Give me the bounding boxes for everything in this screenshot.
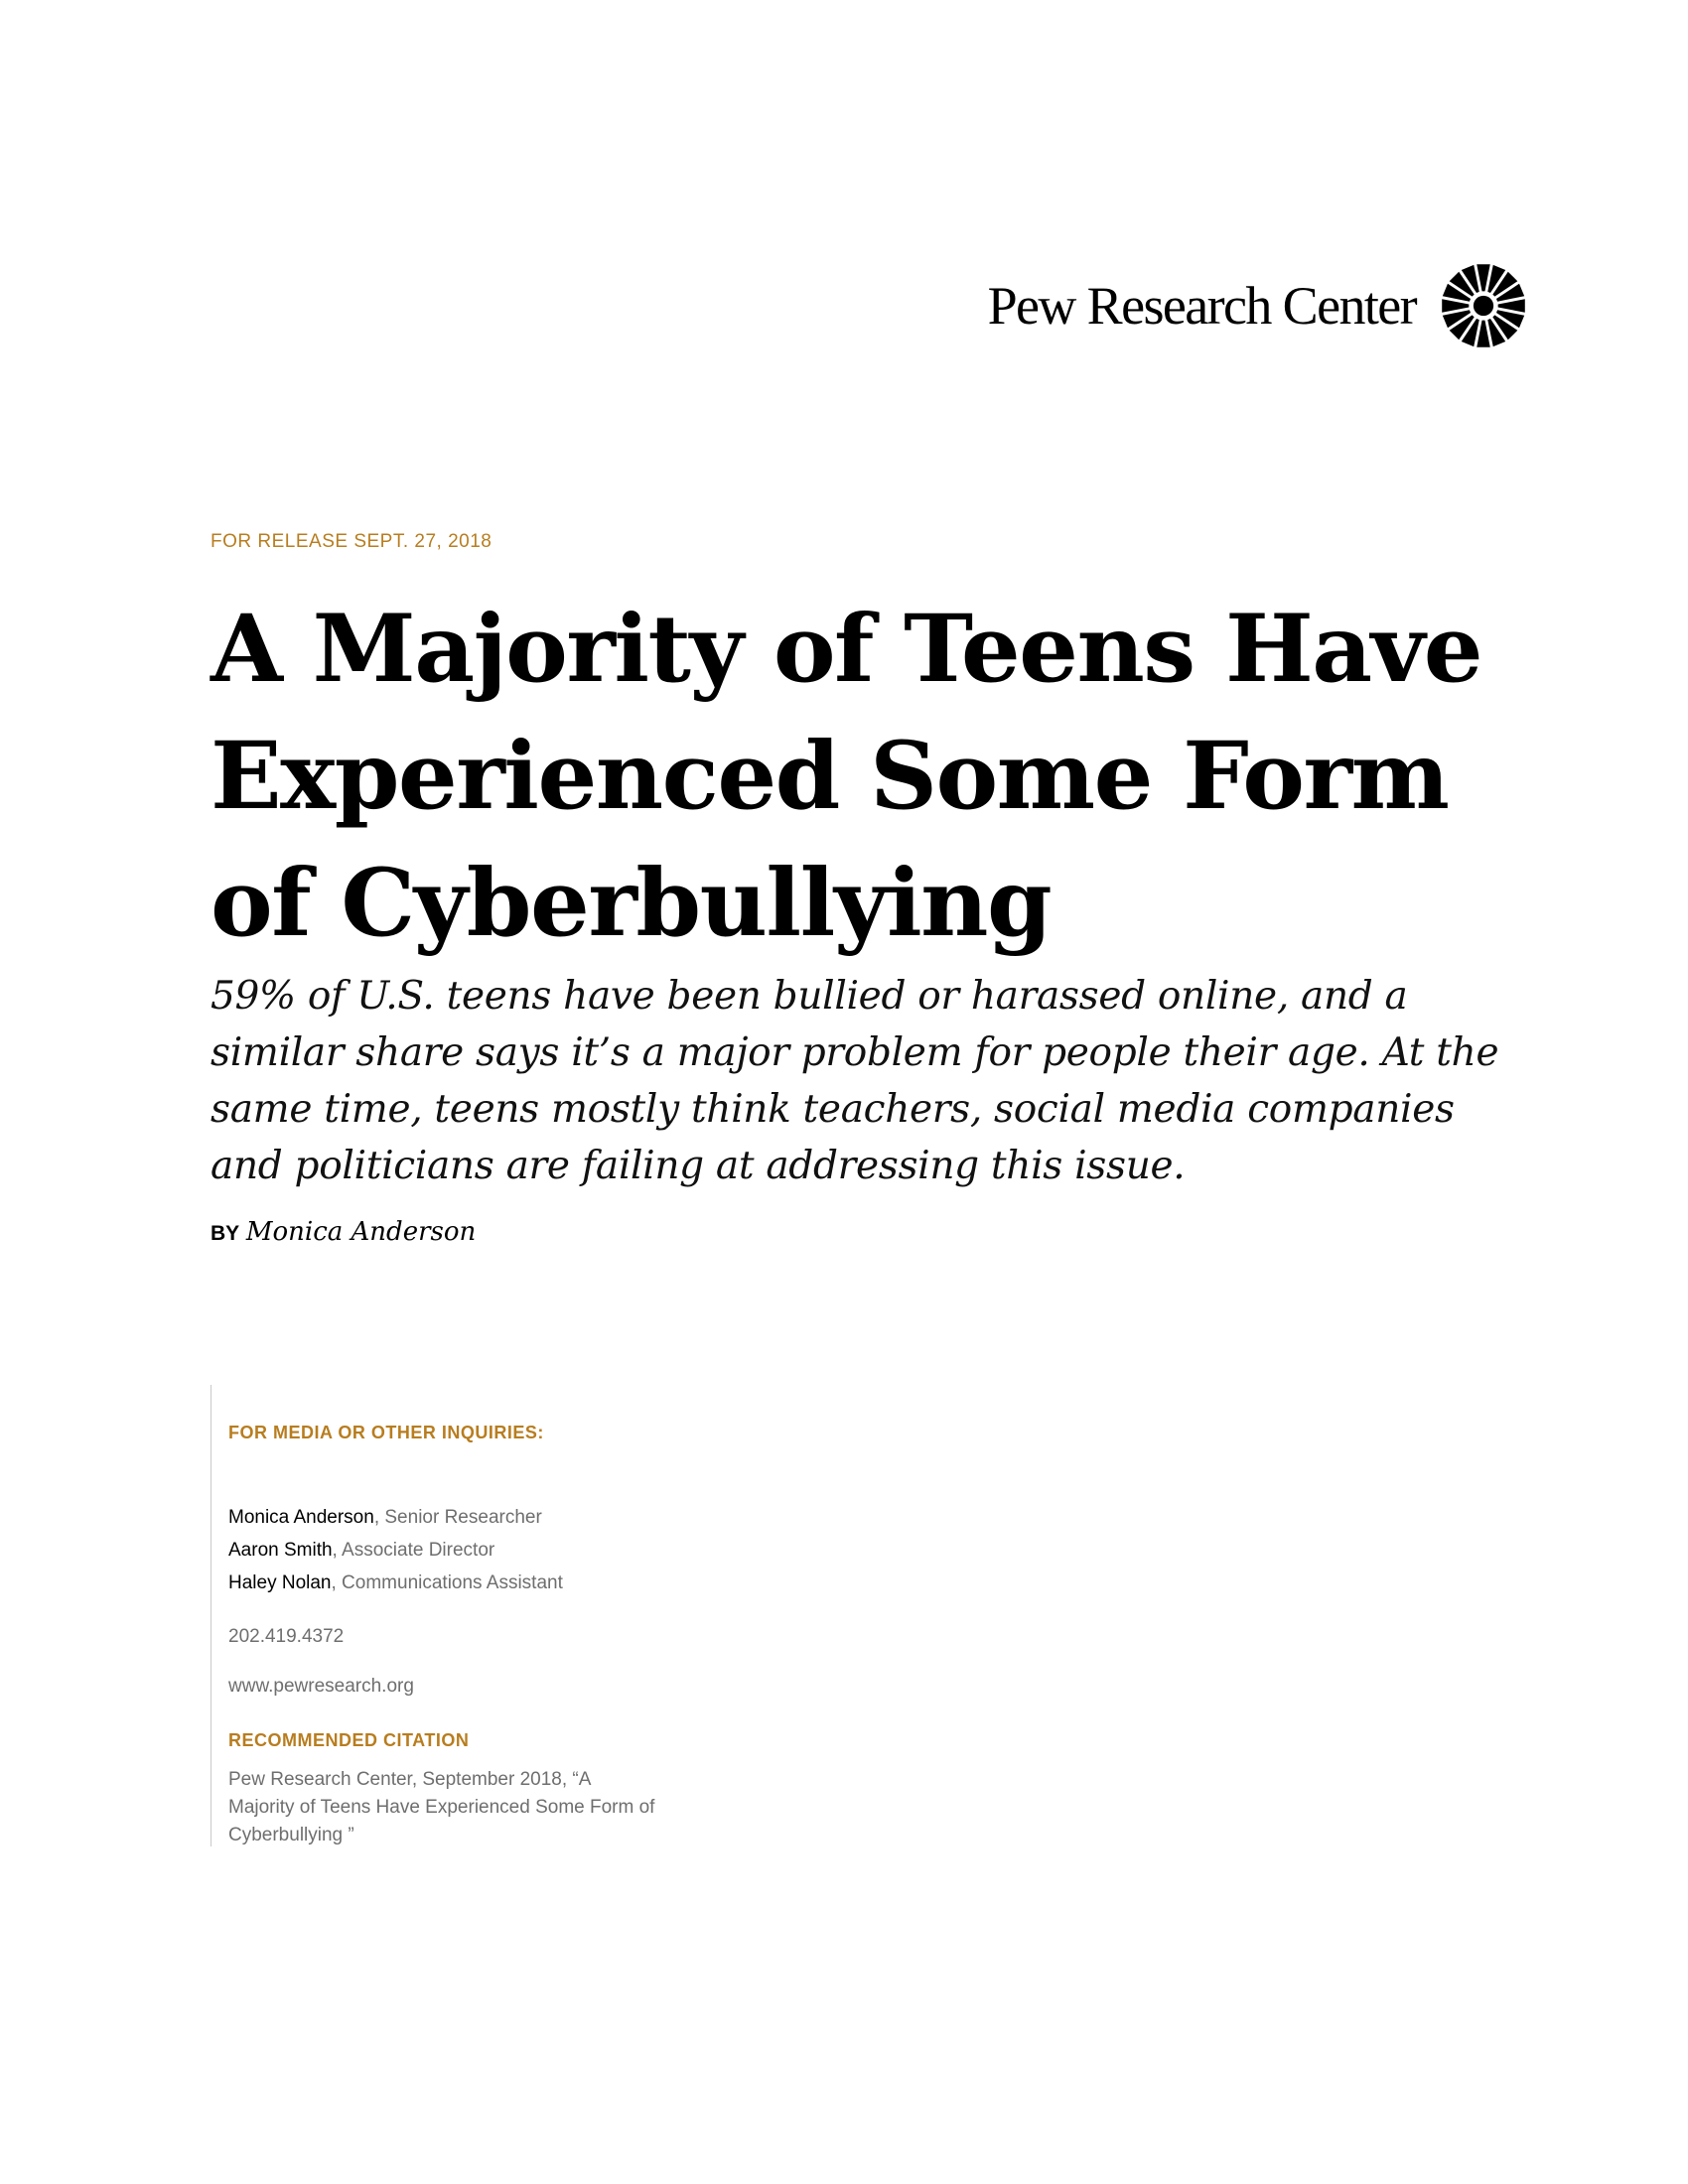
citation-heading: RECOMMENDED CITATION xyxy=(228,1730,470,1750)
subtitle xyxy=(211,968,1521,1194)
contact-item xyxy=(228,1567,563,1599)
contact-role: , Associate Director xyxy=(332,1540,495,1561)
subtitle-line: similar share says it’s a major problem for people their age. At the xyxy=(211,1030,1499,1075)
contact-role: , Communications Assistant xyxy=(331,1572,563,1593)
contact-name: Aaron Smith xyxy=(228,1540,333,1561)
logo-ray xyxy=(1477,321,1489,347)
subtitle-line: 59% of U.S. teens have been bullied or harassed online, and a xyxy=(211,974,1408,1019)
header-logo xyxy=(988,260,1529,351)
byline-label: BY xyxy=(211,1222,240,1245)
logo-ray xyxy=(1477,264,1489,291)
title-line: Experienced Some Form xyxy=(211,722,1449,831)
org-name: Pew Research Center xyxy=(987,276,1416,336)
byline xyxy=(211,1217,476,1247)
contact-item xyxy=(228,1501,563,1534)
phone-number: 202.419.4372 xyxy=(228,1626,345,1647)
page-title xyxy=(211,586,1521,967)
citation-line: Majority of Teens Have Experienced Some Form of xyxy=(228,1797,655,1818)
inquiries-heading: FOR MEDIA OR OTHER INQUIRIES: xyxy=(228,1423,544,1442)
sunburst-logo-icon xyxy=(1438,260,1529,351)
subtitle-line: same time, teens mostly think teachers, social media companies xyxy=(211,1087,1455,1132)
contact-list xyxy=(228,1501,563,1599)
citation-line: Cyberbullying ” xyxy=(228,1825,354,1845)
byline-author: Monica Anderson xyxy=(245,1217,477,1247)
title-line: A Majority of Teens Have xyxy=(211,595,1482,704)
contact-item xyxy=(228,1534,563,1567)
contact-name: Haley Nolan xyxy=(228,1572,332,1593)
website-link[interactable]: www.pewresearch.org xyxy=(228,1676,414,1697)
release-date: FOR RELEASE SEPT. 27, 2018 xyxy=(211,531,492,552)
contact-name: Monica Anderson xyxy=(228,1507,374,1528)
subtitle-line: and politicians are failing at addressing this issue. xyxy=(211,1144,1186,1188)
citation-text xyxy=(228,1766,735,1849)
inquiries-panel xyxy=(211,1385,847,1846)
citation-line: Pew Research Center, September 2018, “A xyxy=(228,1769,592,1790)
contact-role: , Senior Researcher xyxy=(373,1507,542,1528)
logo-ray xyxy=(1498,299,1525,312)
title-line: of Cyberbullying xyxy=(211,849,1052,958)
logo-ray xyxy=(1442,299,1469,312)
